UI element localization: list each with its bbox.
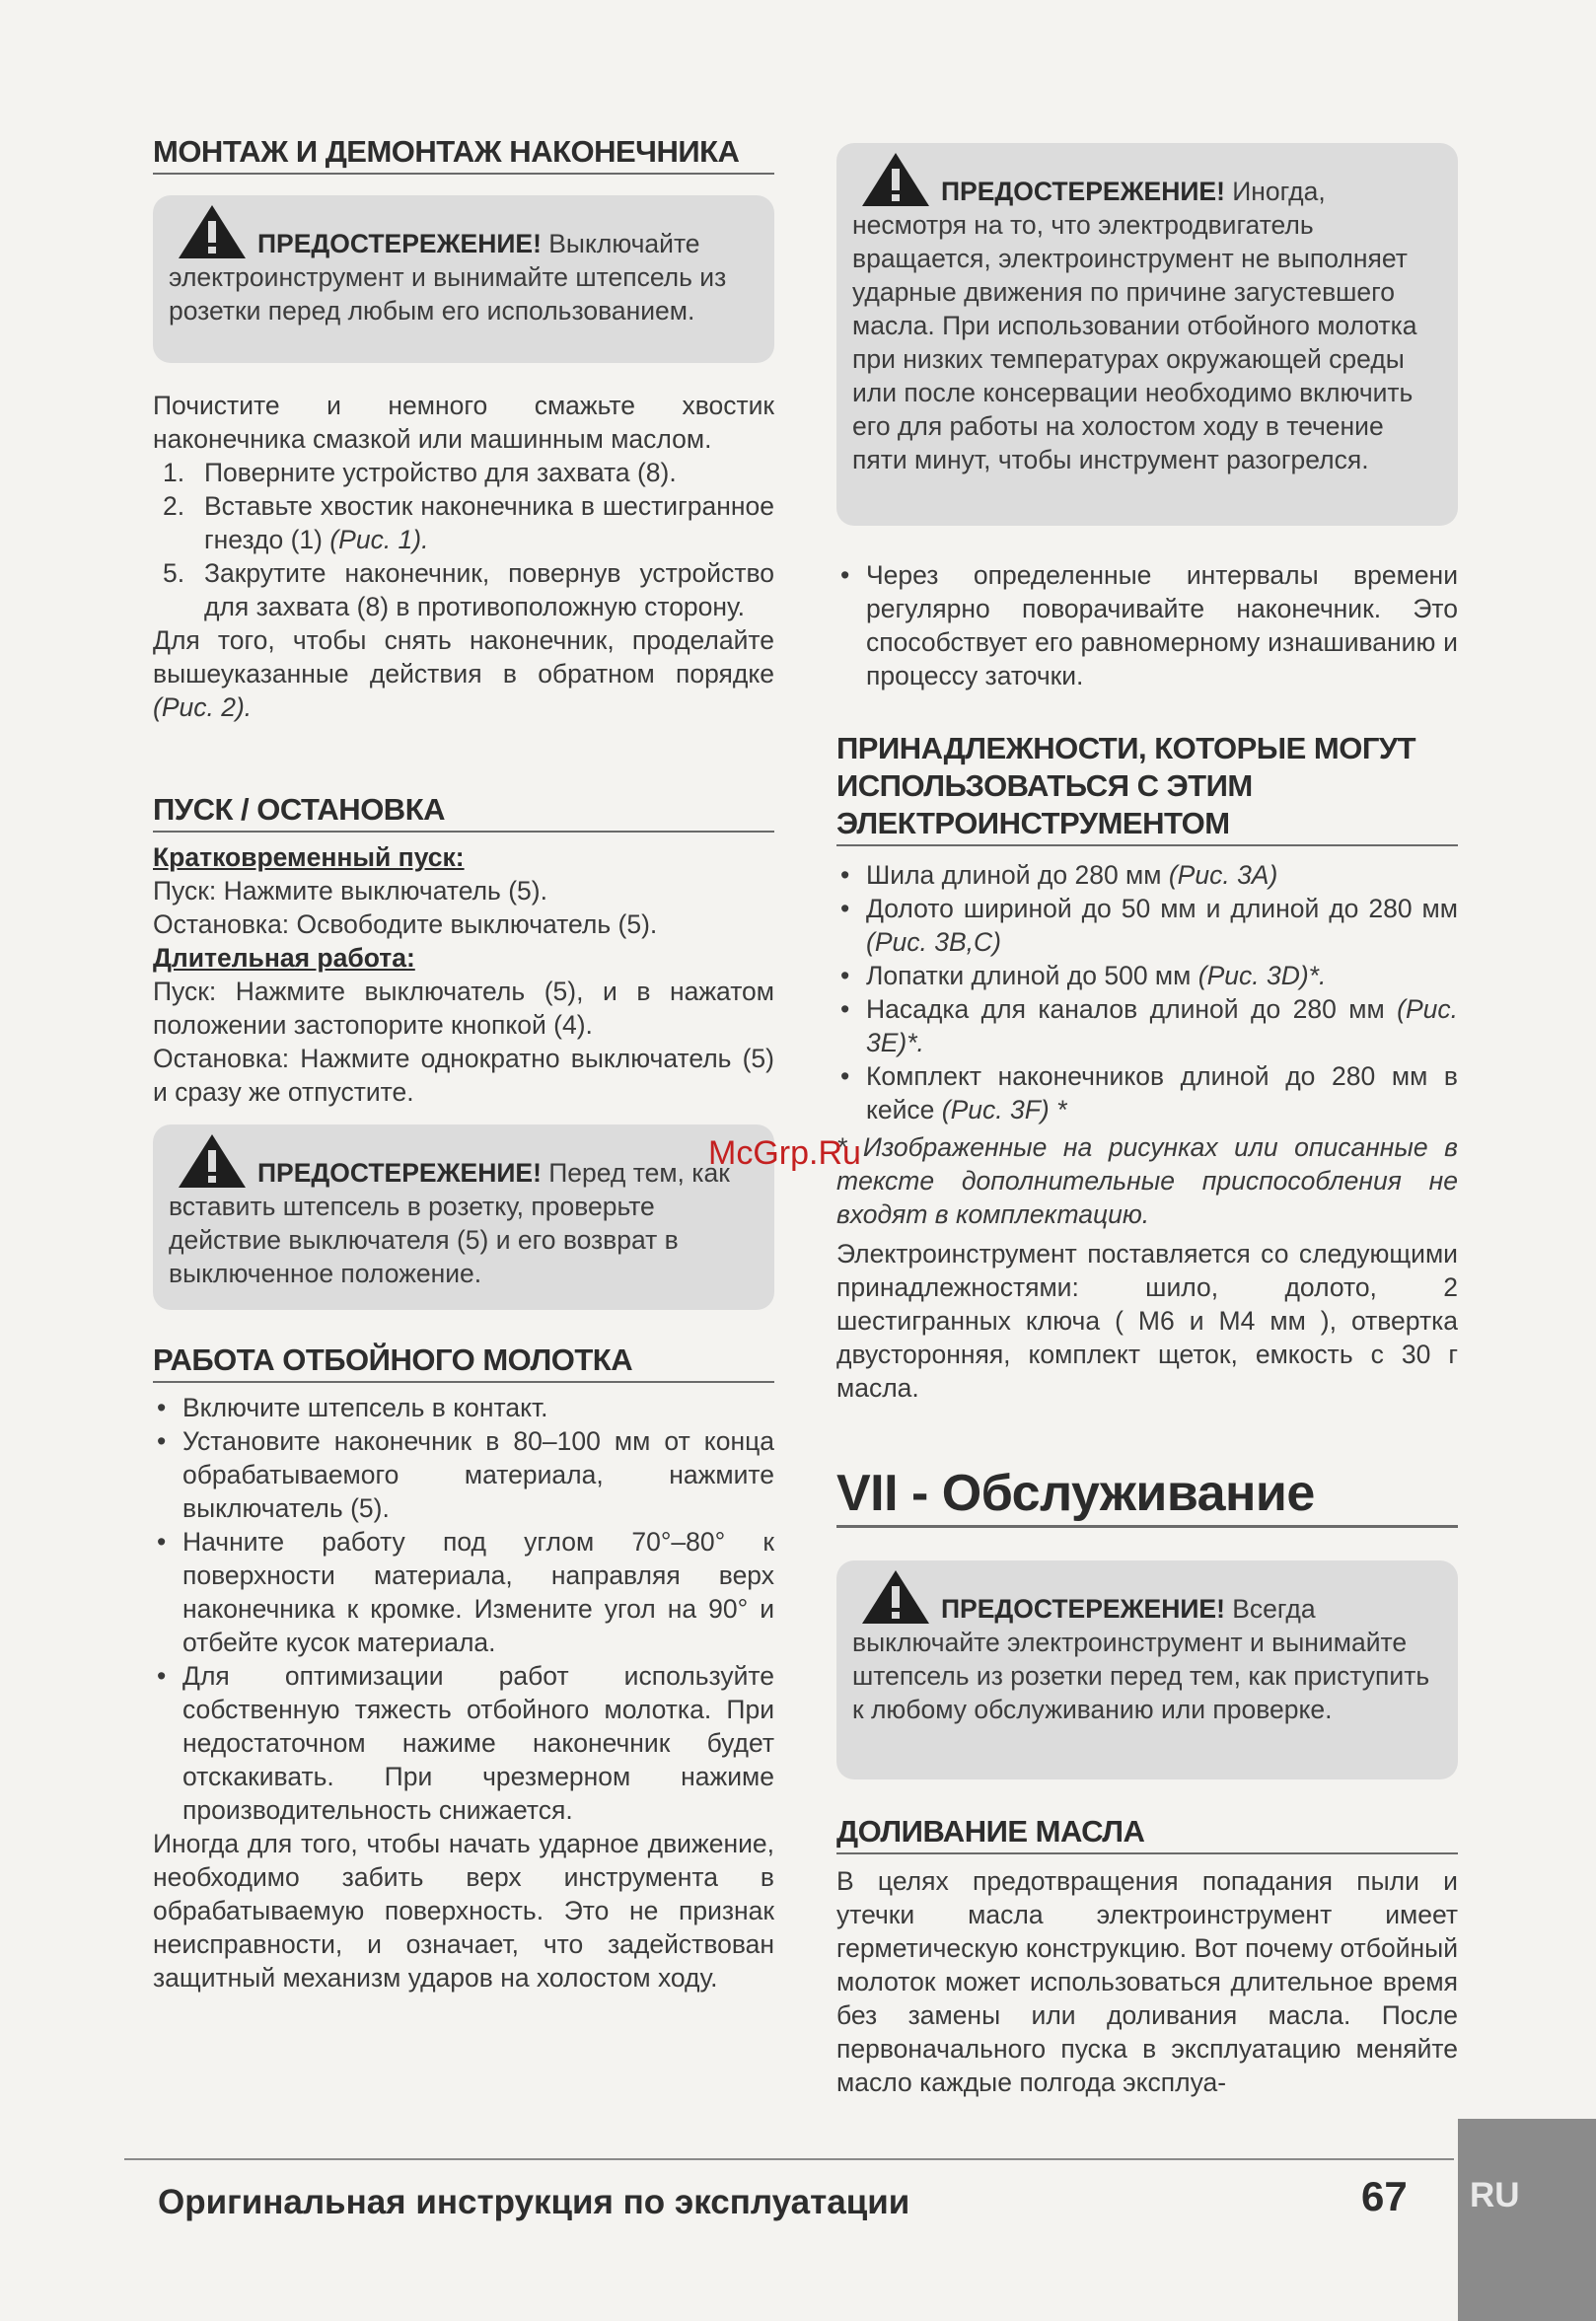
heading-accessories: ПРИНАДЛЕЖНОСТИ, КОТОРЫЕ МОГУТ ИСПОЛЬЗОВАТЬСЯ С ЭТИМ ЭЛЕКТРОИНСТРУМЕНТОМ (836, 730, 1458, 846)
warning-label: ПРЕДОСТЕРЕЖЕНИЕ! (941, 1594, 1225, 1624)
warning-triangle-icon (860, 1570, 931, 1626)
list-item: • Шила длиной до 280 мм (Рис. 3А) (840, 860, 1278, 890)
warning-box-3 (836, 143, 1458, 526)
mount-intro: Почистите и немного смажьте хвостик наконечника смазкой или машинным маслом. (153, 391, 774, 454)
oil-text: В целях предотвращения попадания пыли и утечки масла электроинструмент имеет герметическую конструкцию. Вот почему отбойный молоток может использоваться длительное время без замены или доливания масла. После первоначального пуска в эксплуатацию меняйте масло каждые полгода эксплуа- (836, 1866, 1458, 2097)
long-start: Пуск: Нажмите выключатель (5), и в нажатом положении застопорите кнопкой (4). (153, 977, 774, 1040)
footer-title: Оригинальная инструкция по эксплуатации (158, 2183, 910, 2221)
heading-oil: ДОЛИВАНИЕ МАСЛА (836, 1813, 1458, 1854)
list-item: • Комплект наконечников длиной до 280 мм в кейсе (Рис. 3F) * (840, 1061, 1458, 1124)
list-item: • Установите наконечник в 80–100 мм от конца обрабатываемого материала, нажмите выключатель (5). (157, 1426, 774, 1523)
heading-hammer-work: РАБОТА ОТБОЙНОГО МОЛОТКА (153, 1342, 774, 1383)
warning-text: Иногда, несмотря на то, что электродвигатель вращается, электроинструмент не выполняет ударные движения по причине загустевшего масла. При использовании отбойного молотка при низких температурах окружающей среды или после консервации необходимо включить его для работы на холостом ходу в течение пяти минут, чтобы инструмент разогрелся. (852, 177, 1417, 474)
watermark: McGrp.Ru (708, 1134, 861, 1172)
list-item: • Насадка для каналов длиной до 280 мм (Рис. 3E)*. (840, 994, 1458, 1057)
mount-removal: Для того, чтобы снять наконечник, проделайте вышеуказанные действия в обратном порядке (Рис. 2). (153, 625, 774, 722)
long-work-label: Длительная работа: (153, 943, 415, 973)
list-item: 1. Поверните устройство для захвата (8). (163, 458, 677, 487)
list-item: • Долото шириной до 50 мм и длиной до 280 мм (Рис. 3B,C) (840, 894, 1458, 957)
short-stop: Остановка: Освободите выключатель (5). (153, 909, 658, 939)
short-start: Пуск: Нажмите выключатель (5). (153, 876, 547, 906)
warning-label: ПРЕДОСТЕРЕЖЕНИЕ! (941, 177, 1225, 206)
rotate-text (836, 558, 1458, 692)
language-tab (1458, 2119, 1596, 2321)
start-stop-text (153, 840, 774, 1109)
warning-triangle-icon (177, 205, 248, 260)
page-number: 67 (1361, 2173, 1408, 2219)
warning-label: ПРЕДОСТЕРЕЖЕНИЕ! (257, 1158, 542, 1188)
hammer-note: Иногда для того, чтобы начать ударное движение, необходимо забить верх инструмента в обрабатываемую поверхность. Это не признак неисправности, и означает, что задействован защитный механизм ударов на холостом ходу. (153, 1829, 774, 1993)
list-item: • Через определенные интервалы времени регулярно поворачивайте наконечник. Это способствует его равномерному изнашиванию и процессу заточки. (840, 560, 1458, 690)
hammer-work-text (153, 1391, 774, 1995)
language-label: RU (1470, 2176, 1520, 2214)
warning-text: Выключайте электроинструмент и вынимайте штепсель из розетки перед любым его использованием. (169, 229, 727, 326)
warning-text: Перед тем, как вставить штепсель в розетку, проверьте действие выключателя (5) и его возврат в выключенное положение. (169, 1158, 730, 1288)
accessories-note: * Изображенные на рисунках или описанные в тексте дополнительные приспособления не входят в комплектацию. (836, 1132, 1458, 1229)
warning-box-1 (153, 195, 774, 363)
list-item: • Включите штепсель в контакт. (157, 1393, 548, 1422)
heading-start-stop: ПУСК / ОСТАНОВКА (153, 791, 774, 833)
short-start-label: Кратковременный пуск: (153, 842, 465, 872)
list-item: • Начните работу под углом 70°–80° к поверхности материала, направляя верх наконечника к кромке. Измените угол на 90° и отбейте кусок материала. (157, 1527, 774, 1657)
warning-triangle-icon (177, 1134, 248, 1190)
accessories-supplied: Электроинструмент поставляется со следующими принадлежностями: шило, долото, 2 шестигранных ключа ( М6 и М4 мм ), отвертка двусторонняя, комплект щеток, емкость с 30 г масла. (836, 1239, 1458, 1403)
footer-divider (124, 2158, 1454, 2160)
long-stop: Остановка: Нажмите однократно выключатель (5) и сразу же отпустите. (153, 1044, 774, 1107)
warning-box-2 (153, 1124, 774, 1310)
heading-mount: МОНТАЖ И ДЕМОНТАЖ НАКОНЕЧНИКА (153, 133, 774, 175)
warning-text: Всегда выключайте электроинструмент и вынимайте штепсель из розетки перед тем, как приступить к любому обслуживанию или проверке. (852, 1594, 1430, 1724)
list-item: 5. Закрутите наконечник, повернув устройство для захвата (8) в противоположную сторону. (163, 558, 774, 621)
warning-box-4 (836, 1560, 1458, 1779)
list-item: • Лопатки длиной до 500 мм (Рис. 3D)*. (840, 961, 1327, 990)
warning-triangle-icon (860, 153, 931, 208)
list-item: • Для оптимизации работ используйте собственную тяжесть отбойного молотка. При недостаточном нажиме наконечник будет отскакивать. При чрезмерном нажиме производительность снижается. (157, 1661, 774, 1825)
mount-instructions (153, 389, 774, 724)
chapter-title: VII - Обслуживание (836, 1462, 1458, 1528)
list-item: 2. Вставьте хвостик наконечника в шестигранное гнездо (1) (Рис. 1). (163, 491, 774, 554)
accessories-text (836, 858, 1458, 1405)
warning-label: ПРЕДОСТЕРЕЖЕНИЕ! (257, 229, 542, 258)
